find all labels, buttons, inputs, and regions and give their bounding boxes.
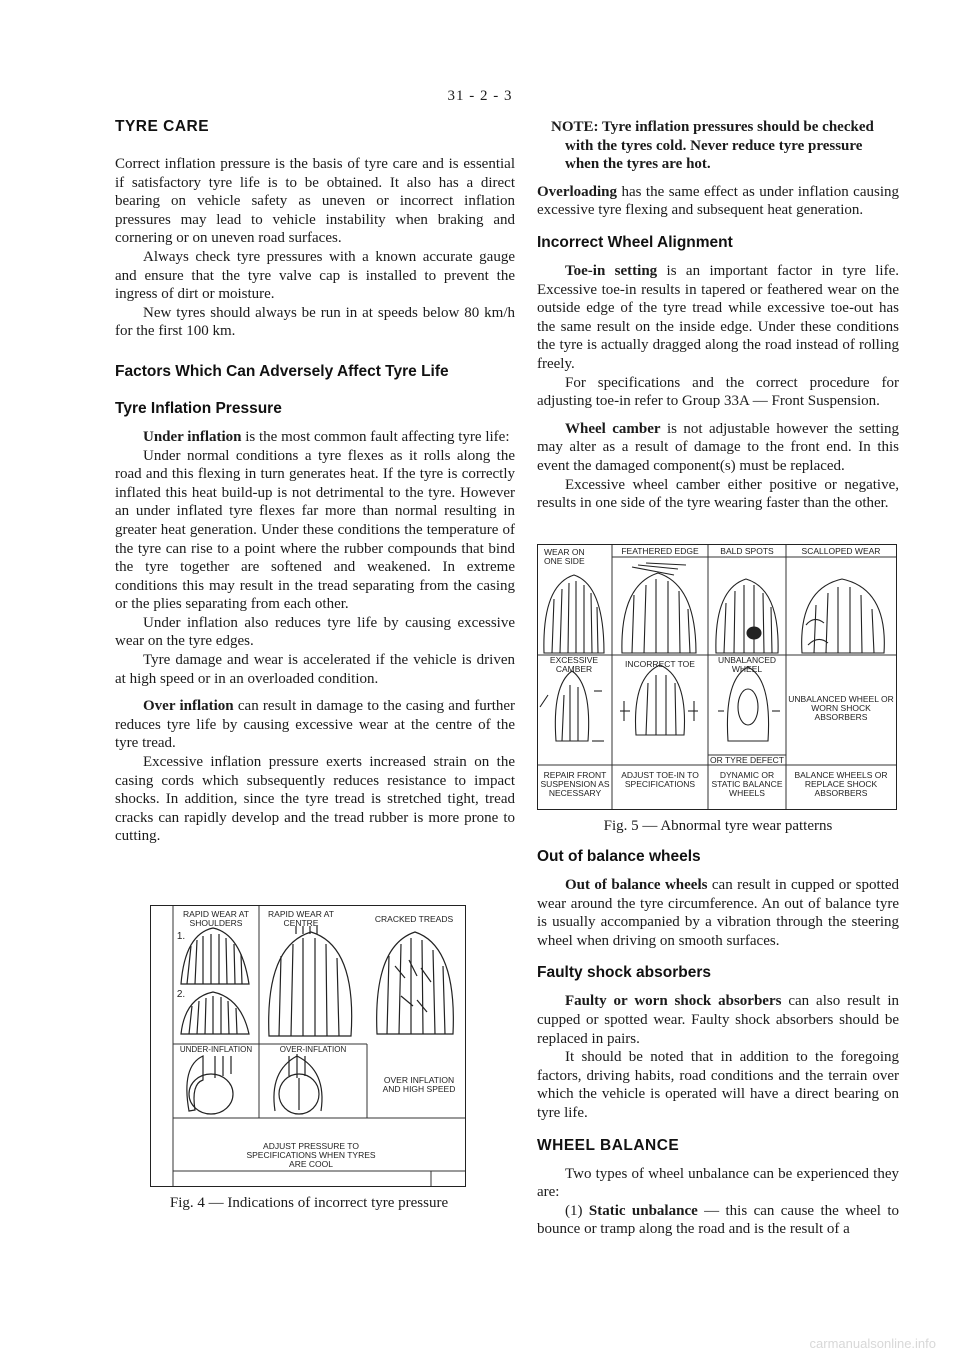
overloading-term: Overloading bbox=[537, 183, 618, 200]
tyre-care-paragraph-3: New tyres should always be run in at speeds below 80 km/h for the first 100 km. bbox=[115, 304, 515, 340]
toe-in-paragraph-2: For specifications and the correct procedure for adjusting toe-in refer to Group 33A — Front Suspension. bbox=[537, 374, 899, 410]
label-repair-front-suspension: REPAIR FRONT SUSPENSION AS NECESSARY bbox=[540, 770, 610, 798]
tyre-care-paragraph-1: Correct inflation pressure is the basis of tyre care and is essential if satisfactory tyre life is to be obtained. It also has a direct bearing on vehicle safety as uneven or incorrect inflation pressures may lead to vehicle instability when braking and cornering or on uneven road surfaces. bbox=[115, 156, 515, 247]
overloading-paragraph bbox=[537, 183, 899, 220]
under-inflation-text: is the most common fault affecting tyre life: bbox=[241, 428, 510, 445]
wheel-balance-heading: WHEEL BALANCE bbox=[537, 1136, 680, 1154]
over-inflation-term: Over inflation bbox=[143, 698, 234, 715]
note-line-2: with the tyres cold. Never reduce tyre pressure when the tyres are hot. bbox=[565, 137, 863, 173]
over-inflation-paragraph bbox=[115, 697, 515, 753]
figure-5 bbox=[537, 544, 899, 835]
watermark: carmanualsonline.info bbox=[809, 1336, 936, 1351]
over-inflation-text: can result in damage to the casing and further reduces tyre life by causing excessive wear at the centre of the tyre tread. bbox=[115, 698, 516, 752]
static-text: — this can cause the wheel to bounce or tramp along the road and is the result of a bbox=[537, 1202, 899, 1238]
shock-term: Faulty or worn shock absorbers bbox=[565, 993, 782, 1010]
label-bald-spots: BALD SPOTS bbox=[720, 546, 774, 556]
label-rapid-wear-shoulders: RAPID WEAR AT SHOULDERS bbox=[183, 909, 249, 928]
figure-4-caption: Fig. 4 — Indications of incorrect tyre pressure bbox=[169, 1195, 449, 1211]
shock-heading: Faulty shock absorbers bbox=[537, 964, 712, 982]
label-adjust-pressure: ADJUST PRESSURE TO SPECIFICATIONS WHEN TYRES ARE COOL bbox=[246, 1141, 376, 1169]
page-number: 31 - 2 - 3 bbox=[447, 88, 513, 104]
figure-4-frame bbox=[150, 905, 466, 1187]
alignment-heading: Incorrect Wheel Alignment bbox=[537, 233, 733, 251]
label-dynamic-static-balance: DYNAMIC OR STATIC BALANCE WHEELS bbox=[711, 770, 783, 798]
label-excessive-camber: EXCESSIVE CAMBER bbox=[549, 655, 599, 674]
figure-5-caption: Fig. 5 — Abnormal tyre wear patterns bbox=[603, 818, 833, 834]
balance-text: can result in cupped or spotted wear around the tyre circumference. An out of balance tyre is usually accompanied by a vibration through the steering wheel when driving on smooth surfaces. bbox=[537, 877, 900, 949]
label-feathered-edge: FEATHERED EDGE bbox=[621, 546, 699, 556]
inflation-heading: Tyre Inflation Pressure bbox=[115, 399, 282, 417]
under-inflation-paragraph-3: Under inflation also reduces tyre life by causing excessive wear on the tyre edges. bbox=[115, 614, 515, 650]
shock-paragraph-2: It should be noted that in addition to the foregoing factors, driving habits, road conditions and the terrain over which the vehicle is operated will have a direct bearing on tyre life. bbox=[537, 1049, 899, 1121]
label-tyre-defect: OR TYRE DEFECT bbox=[710, 755, 784, 765]
tyre-care-paragraph-2: Always check tyre pressures with a known accurate gauge and ensure that the tyre valve cap is installed to prevent the ingress of dirt or moisture. bbox=[115, 248, 515, 303]
label-scalloped-wear: SCALLOPED WEAR bbox=[801, 546, 881, 556]
label-over-inflation-high-speed: OVER INFLATION AND HIGH SPEED bbox=[382, 1075, 456, 1094]
factors-heading: Factors Which Can Adversely Affect Tyre Life bbox=[115, 362, 449, 380]
left-column bbox=[115, 118, 515, 846]
camber-term: Wheel camber bbox=[565, 420, 661, 437]
right-column bbox=[537, 118, 899, 513]
label-adjust-toe-in: ADJUST TOE-IN TO SPECIFICATIONS bbox=[621, 770, 699, 789]
tyre-care-heading: TYRE CARE bbox=[115, 118, 210, 135]
camber-text: is not adjustable however the setting may alter as a result of damage to the front end. In this event the damaged component(s) must be replaced. bbox=[537, 420, 900, 474]
toe-in-term: Toe-in setting bbox=[565, 262, 658, 279]
balance-paragraph bbox=[537, 876, 899, 950]
label-number-1: 1. bbox=[176, 931, 186, 942]
static-term: Static unbalance bbox=[588, 1202, 698, 1219]
right-column-bottom bbox=[537, 848, 899, 1239]
label-rapid-wear-centre: RAPID WEAR AT CENTRE bbox=[268, 909, 334, 928]
label-cracked-treads: CRACKED TREADS bbox=[374, 914, 454, 924]
note-line-1: NOTE: Tyre inflation pressures should be checked bbox=[551, 119, 874, 135]
shock-text: can also result in cupped or spotted wear. Faulty shock absorbers should be replaced in pairs. bbox=[537, 993, 899, 1047]
shock-paragraph bbox=[537, 992, 899, 1048]
toe-in-paragraph bbox=[537, 262, 899, 374]
over-inflation-paragraph-2: Excessive inflation pressure exerts increased strain on the casing cords which subsequently reduces resistance to impact shocks. In addition, since the tyre tread is stretched tight, tread cracks can rapidly develop and the tread rubber is more prone to cutting. bbox=[115, 754, 515, 845]
under-inflation-term: Under inflation bbox=[143, 428, 242, 445]
camber-paragraph-2: Excessive wheel camber either positive or negative, results in one side of the tyre wearing faster than the other. bbox=[537, 476, 899, 512]
figure-5-frame bbox=[537, 544, 897, 810]
camber-paragraph bbox=[537, 420, 899, 476]
label-balance-or-replace-shock: BALANCE WHEELS OR REPLACE SHOCK ABSORBERS bbox=[794, 770, 888, 798]
figure-4 bbox=[150, 905, 468, 1212]
static-prefix: (1) bbox=[565, 1202, 589, 1219]
label-wear-one-side: WEAR ON ONE SIDE bbox=[544, 547, 585, 566]
toe-in-text: is an important factor in tyre life. Excessive toe-in results in tapered or feathered wear on the outside edge of the tyre tread while excessive toe-out has the same result on the inside edge. Under these conditions the tyre is actually dragged along the road instead of rolling freely. bbox=[537, 262, 899, 372]
wheel-balance-paragraph: Two types of wheel unbalance can be experienced they are: bbox=[537, 1165, 899, 1201]
overloading-text: has the same effect as under inflation causing excessive tyre flexing and subsequent heat generation. bbox=[537, 183, 899, 219]
balance-heading: Out of balance wheels bbox=[537, 848, 701, 865]
under-inflation-paragraph bbox=[115, 428, 515, 447]
label-incorrect-toe: INCORRECT TOE bbox=[625, 659, 695, 669]
balance-term: Out of balance wheels bbox=[565, 877, 708, 893]
label-number-2: 2. bbox=[176, 989, 186, 1000]
label-over-inflation: OVER-INFLATION bbox=[279, 1045, 347, 1054]
label-unbalanced-or-shock: UNBALANCED WHEEL OR WORN SHOCK ABSORBERS bbox=[788, 694, 894, 722]
label-under-inflation: UNDER-INFLATION bbox=[179, 1045, 253, 1054]
note-paragraph bbox=[537, 118, 899, 174]
static-unbalance-paragraph bbox=[537, 1202, 899, 1239]
under-inflation-paragraph-4: Tyre damage and wear is accelerated if the vehicle is driven at high speed or in an overloaded condition. bbox=[115, 652, 515, 687]
under-inflation-paragraph-2: Under normal conditions a tyre flexes as it rolls along the road and this flexing in turn generates heat. If the tyre is correctly inflated this heat build-up is not detrimental to the tyre. However an under inflated tyre flexes far more than normal resulting in greater heat generation. Under these conditions the temperature of the tyre can rise to a point where the rubber compounds that bind the tyre together are softened and weakened. In extreme conditions this may result in the tread separating from the casing or the plies separating from each other. bbox=[115, 447, 515, 613]
label-unbalanced-wheel: UNBALANCED WHEEL bbox=[717, 655, 777, 674]
